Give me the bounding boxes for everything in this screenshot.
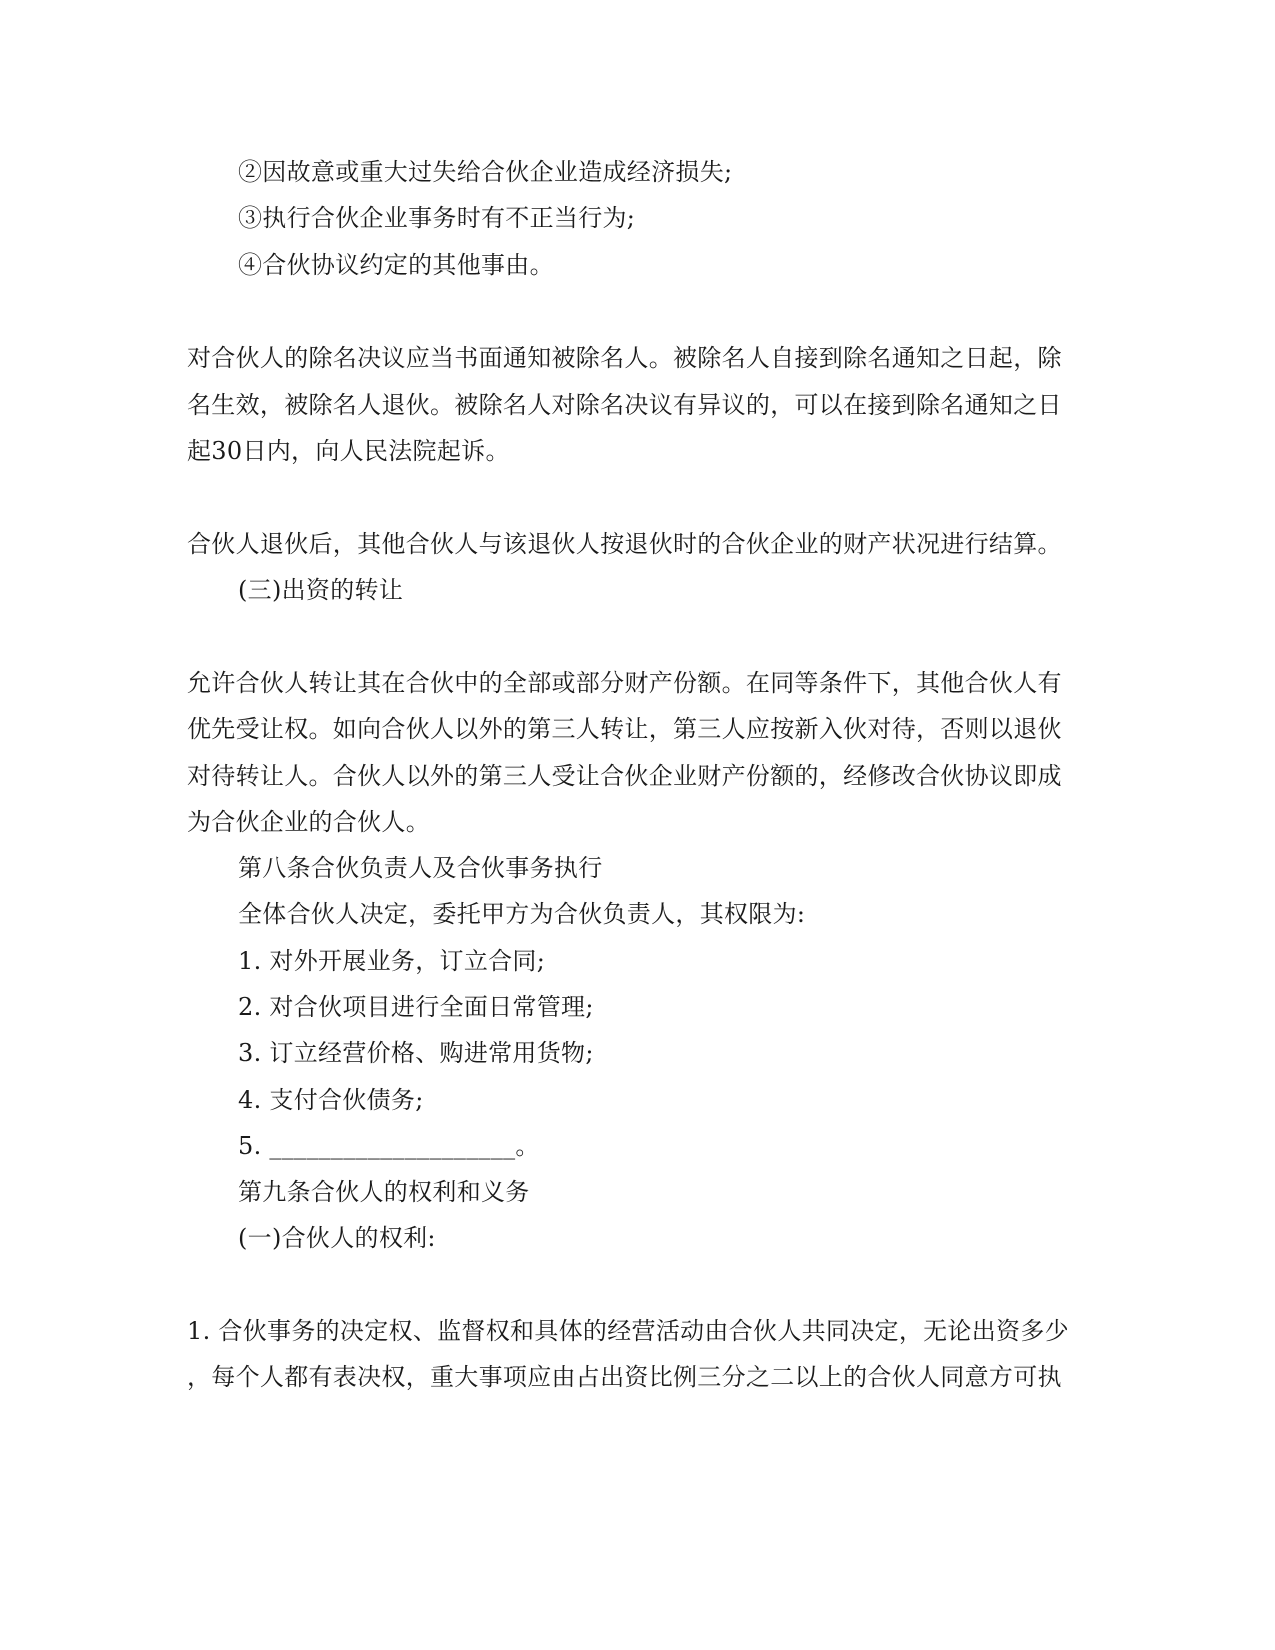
list-item: 3. 订立经营价格、购进常用货物; (238, 1039, 594, 1067)
list-item: 5. ____________________。 (238, 1132, 540, 1160)
list-item: 2. 对合伙项目进行全面日常管理; (238, 993, 594, 1021)
paragraph-line: 名生效，被除名人退伙。被除名人对除名决议有异议的，可以在接到除名通知之日 (187, 391, 1062, 419)
section-heading: (一)合伙人的权利: (238, 1224, 436, 1252)
paragraph-line: 对待转让人。合伙人以外的第三人受让合伙企业财产份额的，经修改合伙协议即成 (187, 762, 1062, 790)
paragraph-line: 对合伙人的除名决议应当书面通知被除名人。被除名人自接到除名通知之日起，除 (187, 344, 1062, 372)
paragraph-line: 起30日内，向人民法院起诉。 (187, 437, 510, 465)
paragraph-line: 为合伙企业的合伙人。 (187, 808, 430, 836)
paragraph-line: 允许合伙人转让其在合伙中的全部或部分财产份额。在同等条件下，其他合伙人有 (187, 669, 1062, 697)
list-item: ④合伙协议约定的其他事由。 (238, 251, 554, 279)
article-title: 第八条合伙负责人及合伙事务执行 (238, 854, 603, 882)
paragraph-line: ，每个人都有表决权，重大事项应由占出资比例三分之二以上的合伙人同意方可执 (187, 1363, 1062, 1391)
list-item: ③执行合伙企业事务时有不正当行为; (238, 204, 636, 232)
article-title: 第九条合伙人的权利和义务 (238, 1178, 530, 1206)
paragraph-line: 全体合伙人决定，委托甲方为合伙负责人，其权限为: (238, 900, 806, 928)
paragraph-line: 1. 合伙事务的决定权、监督权和具体的经营活动由合伙人共同决定，无论出资多少 (187, 1317, 1069, 1345)
paragraph-line: 合伙人退伙后，其他合伙人与该退伙人按退伙时的合伙企业的财产状况进行结算。 (187, 530, 1062, 558)
section-heading: (三)出资的转让 (238, 576, 404, 604)
list-item: 4. 支付合伙债务; (238, 1086, 424, 1114)
paragraph-line: 优先受让权。如向合伙人以外的第三人转让，第三人应按新入伙对待，否则以退伙 (187, 715, 1062, 743)
list-item: 1. 对外开展业务，订立合同; (238, 947, 546, 975)
list-item: ②因故意或重大过失给合伙企业造成经济损失; (238, 158, 733, 186)
